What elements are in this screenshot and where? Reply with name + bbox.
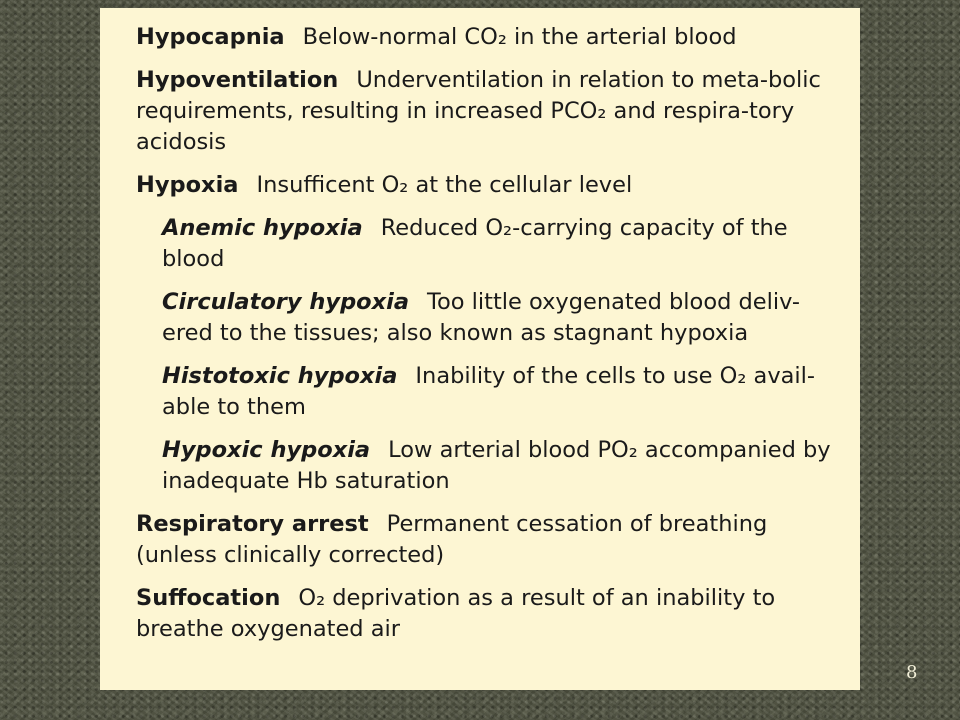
glossary-entry-respiratory-arrest [136, 509, 840, 571]
definition-respiratory-arrest: Permanent cessation of breathing (unless clinically corrected) [136, 511, 768, 568]
glossary-entry-suffocation [136, 583, 840, 645]
term-histotoxic-hypoxia: Histotoxic hypoxia [162, 363, 398, 389]
slide-number: 8 [906, 662, 918, 683]
term-hypoxia: Hypoxia [136, 172, 239, 198]
glossary-panel [100, 8, 860, 690]
definition-histotoxic-hypoxia: Inability of the cells to use O₂ avail-able to them [162, 363, 816, 420]
glossary-entry-hypoxic-hypoxia [162, 435, 840, 497]
term-hypoxic-hypoxia: Hypoxic hypoxia [162, 437, 371, 463]
glossary-entry-anemic-hypoxia [162, 213, 840, 275]
glossary-entry-circulatory-hypoxia [162, 287, 840, 349]
definition-hypoventilation: Underventilation in relation to meta-bolic requirements, resulting in increased PCO₂ and respira-tory acidosis [136, 67, 821, 155]
term-hypoventilation: Hypoventilation [136, 67, 339, 93]
definition-hypoxia: Insufficent O₂ at the cellular level [256, 172, 633, 198]
glossary-entry-hypoxia [136, 170, 840, 201]
glossary-entry-hypocapnia [136, 22, 840, 53]
term-circulatory-hypoxia: Circulatory hypoxia [162, 289, 410, 315]
glossary-entry-histotoxic-hypoxia [162, 361, 840, 423]
definition-hypoxic-hypoxia: Low arterial blood PO₂ accompanied by inadequate Hb saturation [162, 437, 831, 494]
term-respiratory-arrest: Respiratory arrest [136, 511, 369, 537]
definition-anemic-hypoxia: Reduced O₂-carrying capacity of the blood [162, 215, 788, 272]
definition-suffocation: O₂ deprivation as a result of an inability to breathe oxygenated air [136, 585, 776, 642]
glossary-entry-hypoventilation [136, 65, 840, 158]
term-suffocation: Suffocation [136, 585, 281, 611]
term-hypocapnia: Hypocapnia [136, 24, 285, 50]
term-anemic-hypoxia: Anemic hypoxia [162, 215, 363, 241]
definition-hypocapnia: Below-normal CO₂ in the arterial blood [302, 24, 737, 50]
definition-circulatory-hypoxia: Too little oxygenated blood deliv-ered to the tissues; also known as stagnant hypoxia [162, 289, 800, 346]
